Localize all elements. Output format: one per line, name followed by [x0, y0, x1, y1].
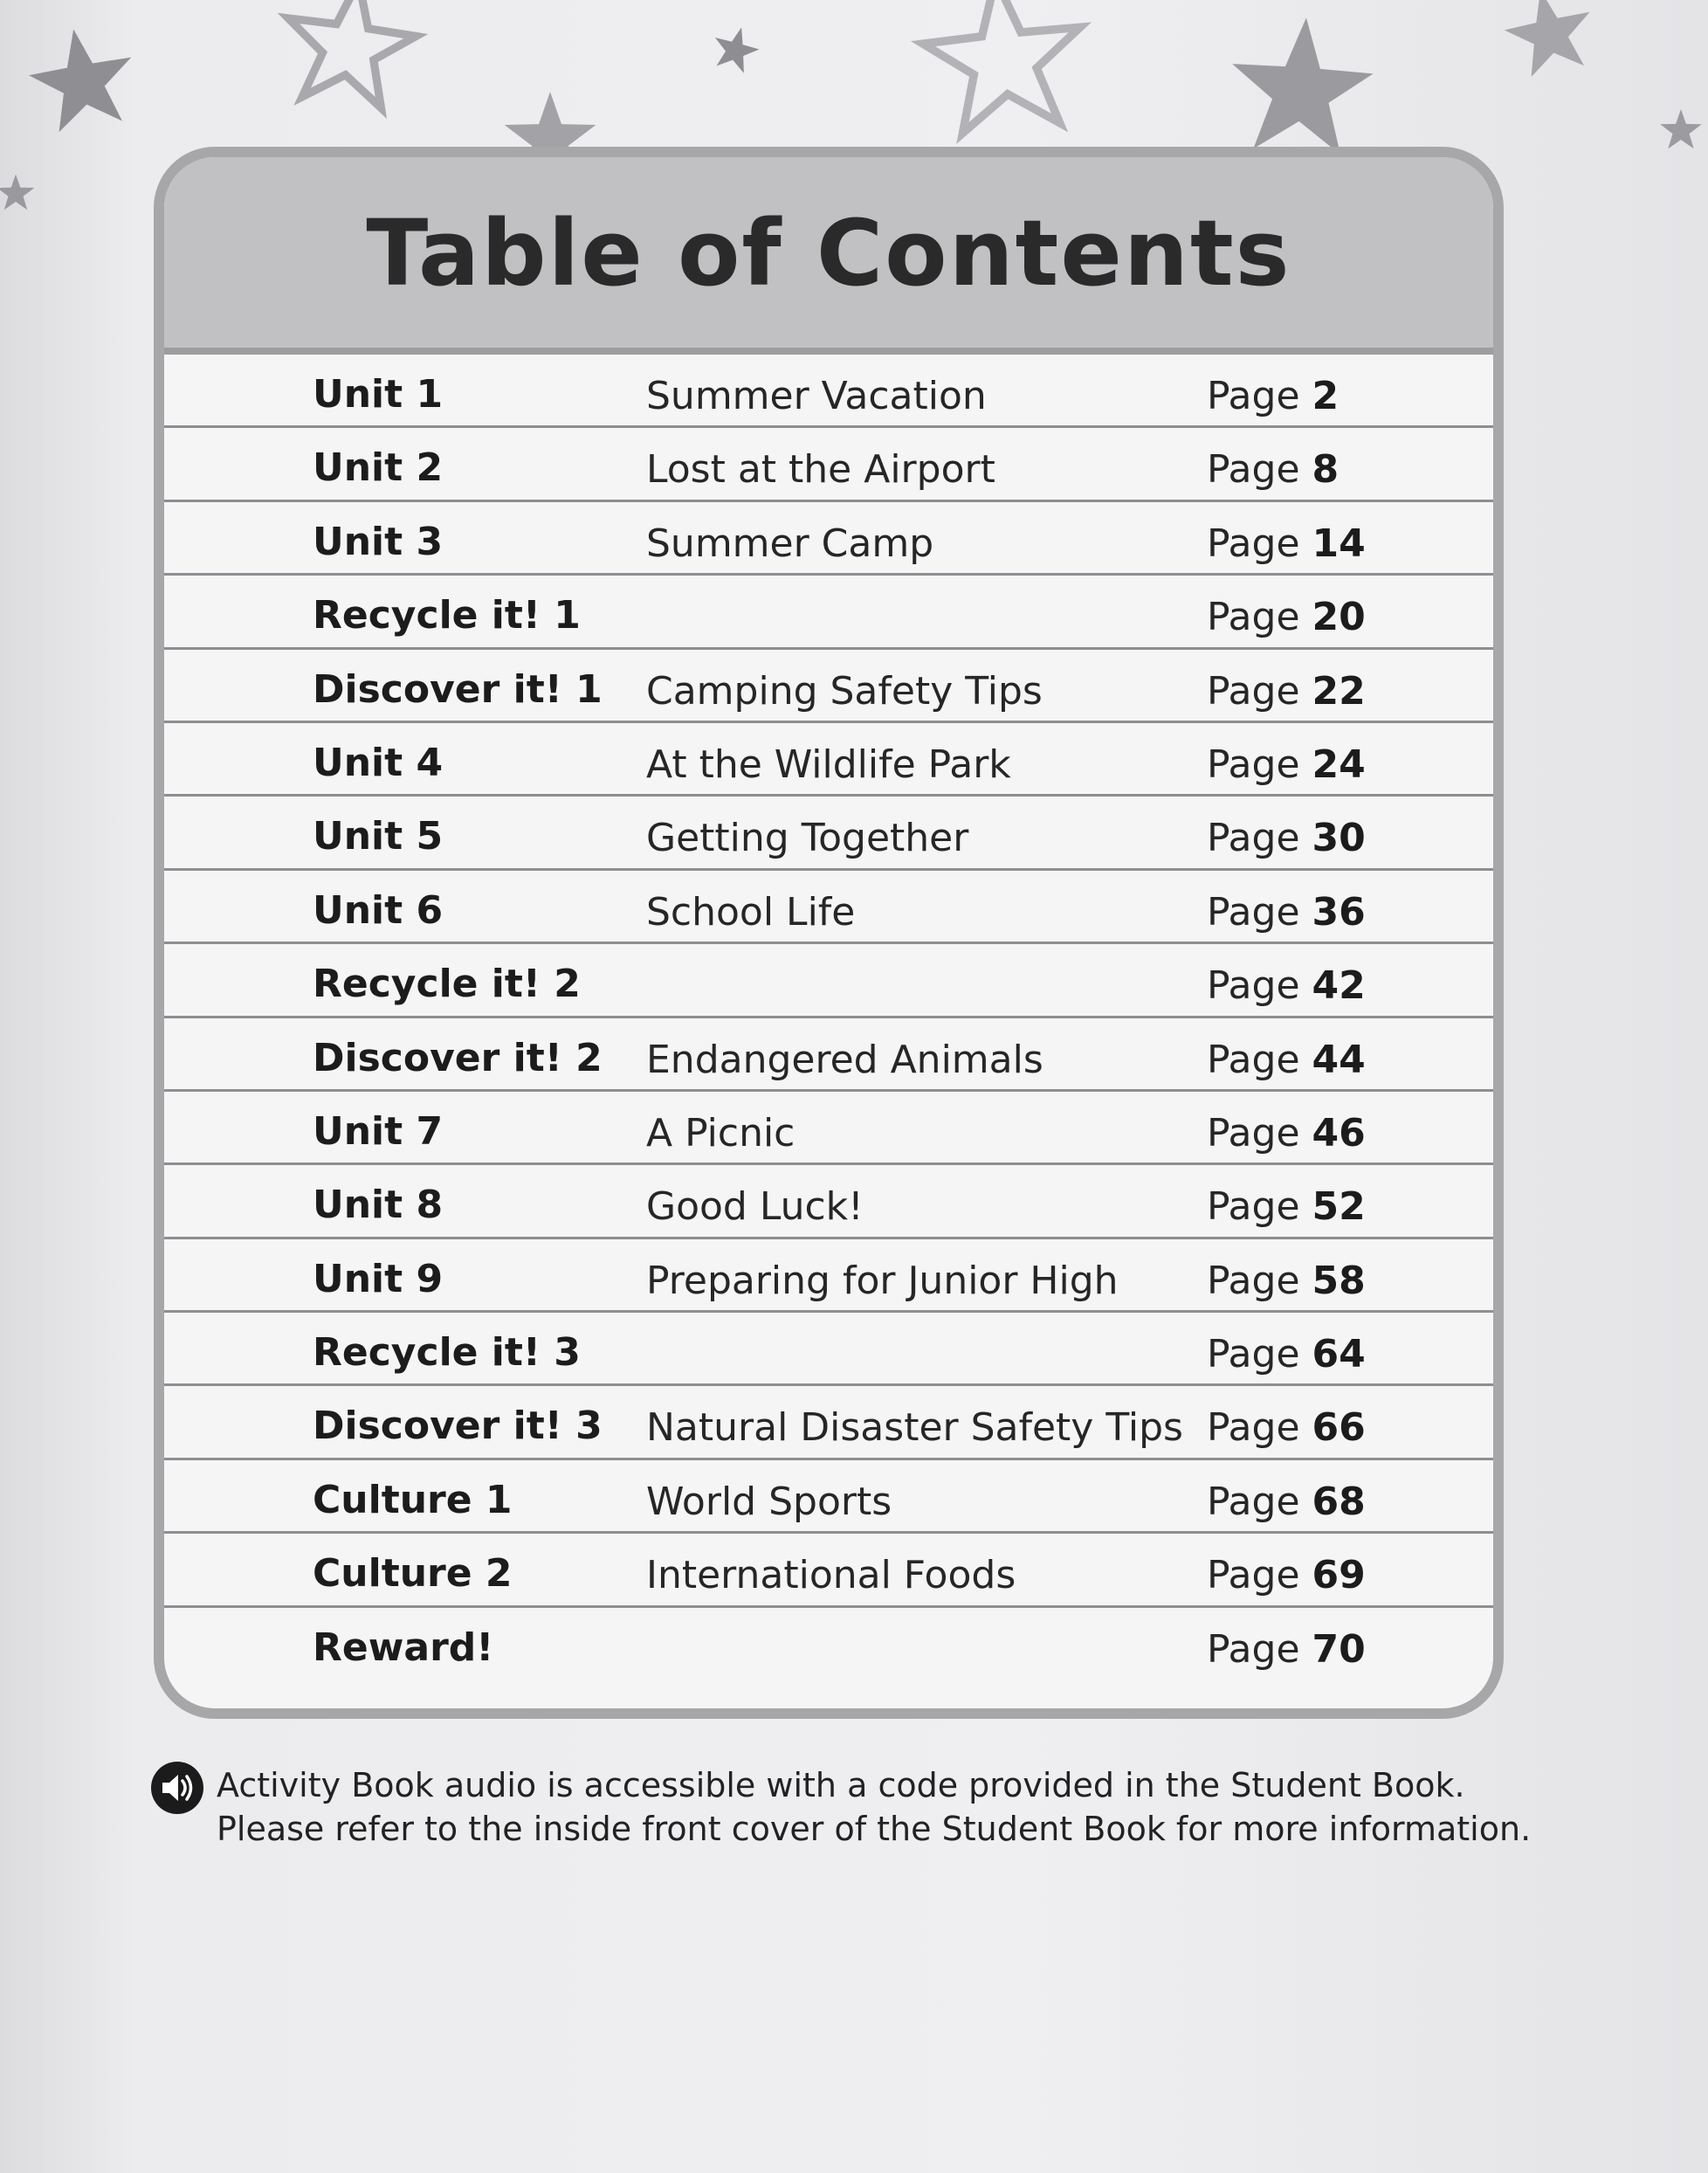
toc-page-ref: [1207, 521, 1366, 566]
toc-unit-title: International Foods: [646, 1553, 1016, 1598]
toc-page-prefix: Page: [1207, 1037, 1300, 1082]
toc-unit-title: A Picnic: [646, 1110, 795, 1155]
toc-page-prefix: Page: [1207, 1479, 1300, 1524]
toc-page-prefix: Page: [1207, 447, 1300, 493]
toc-unit-label: Culture 2: [313, 1551, 513, 1597]
toc-page-ref: [1207, 1553, 1366, 1597]
toc-page-number: 52: [1312, 1184, 1366, 1230]
toc-page-prefix: Page: [1207, 889, 1300, 935]
toc-page-number: 14: [1312, 521, 1366, 566]
toc-unit-label: Discover it! 3: [313, 1404, 603, 1449]
toc-unit-title: Natural Disaster Safety Tips: [646, 1405, 1183, 1451]
toc-page-number: 30: [1312, 816, 1366, 861]
toc-page-prefix: Page: [1207, 1626, 1300, 1672]
toc-unit-label: Recycle it! 1: [313, 593, 581, 638]
toc-page-ref: [1207, 963, 1366, 1008]
toc-unit-label: Unit 9: [313, 1256, 444, 1301]
toc-page-number: 22: [1312, 668, 1366, 714]
toc-page-prefix: Page: [1207, 742, 1300, 787]
toc-page-prefix: Page: [1207, 963, 1300, 1009]
star-icon: [917, 0, 1090, 136]
toc-page-prefix: Page: [1207, 668, 1300, 714]
toc-page-ref: [1207, 447, 1339, 492]
toc-unit-label: Discover it! 1: [313, 666, 603, 712]
toc-unit-label: Unit 5: [313, 814, 444, 859]
toc-row: [164, 1313, 1493, 1386]
star-icon: [278, 0, 423, 111]
toc-row: [164, 428, 1493, 501]
toc-page-number: 42: [1312, 963, 1366, 1009]
toc-page-ref: [1207, 742, 1366, 787]
toc-page-ref: [1207, 816, 1366, 860]
star-icon: [0, 175, 34, 210]
toc-page-number: 44: [1312, 1037, 1366, 1082]
audio-note-line-1: Activity Book audio is accessible with a code provided in the Student Book.: [217, 1766, 1465, 1804]
toc-unit-title: World Sports: [646, 1479, 892, 1524]
toc-unit-title: Good Luck!: [646, 1184, 864, 1230]
toc-page-prefix: Page: [1207, 1405, 1300, 1451]
toc-row: [164, 355, 1493, 428]
toc-page-ref: [1207, 374, 1339, 418]
table-of-contents-box: [154, 147, 1504, 1719]
toc-unit-label: Unit 2: [313, 445, 444, 491]
toc-page-prefix: Page: [1207, 1553, 1300, 1598]
toc-row: [164, 1239, 1493, 1313]
toc-page-prefix: Page: [1207, 1332, 1300, 1377]
toc-unit-label: Unit 3: [313, 519, 444, 564]
toc-page-number: 36: [1312, 889, 1366, 935]
toc-unit-label: Recycle it! 3: [313, 1330, 581, 1376]
toc-unit-label: Culture 1: [313, 1477, 513, 1522]
toc-row: [164, 1534, 1493, 1607]
toc-page-number: 24: [1312, 742, 1366, 787]
toc-row: [164, 1165, 1493, 1238]
star-icon: [1498, 0, 1601, 80]
toc-page-prefix: Page: [1207, 1184, 1300, 1230]
toc-page-prefix: Page: [1207, 816, 1300, 861]
toc-unit-label: Unit 7: [313, 1108, 444, 1154]
star-icon: [1226, 13, 1376, 157]
toc-page-number: 69: [1312, 1553, 1366, 1598]
toc-page-number: 68: [1312, 1479, 1366, 1524]
toc-unit-title: Lost at the Airport: [646, 447, 995, 493]
toc-row: [164, 871, 1493, 944]
toc-page-prefix: Page: [1207, 1110, 1300, 1155]
toc-row: [164, 1460, 1493, 1534]
toc-unit-label: Discover it! 2: [313, 1035, 603, 1080]
star-icon: [1660, 109, 1702, 148]
toc-unit-title: Endangered Animals: [646, 1037, 1043, 1082]
toc-page-ref: [1207, 890, 1366, 935]
toc-header: [164, 157, 1493, 355]
toc-page-number: 64: [1312, 1332, 1366, 1377]
toc-unit-label: Reward!: [313, 1625, 494, 1670]
toc-row: [164, 650, 1493, 723]
toc-page-ref: [1207, 1627, 1366, 1672]
toc-row: [164, 797, 1493, 870]
speaker-icon: [150, 1761, 204, 1815]
toc-unit-title: At the Wildlife Park: [646, 742, 1011, 787]
toc-unit-title: Getting Together: [646, 816, 969, 861]
toc-page-prefix: Page: [1207, 595, 1300, 640]
toc-page-ref: [1207, 595, 1366, 639]
toc-unit-title: Summer Camp: [646, 521, 934, 566]
toc-page-number: 66: [1312, 1405, 1366, 1451]
toc-page-number: 46: [1312, 1110, 1366, 1155]
star-icon: [708, 22, 763, 76]
toc-page-prefix: Page: [1207, 1258, 1300, 1303]
page-title: Table of Contents: [366, 200, 1291, 307]
toc-page-ref: [1207, 669, 1366, 714]
toc-unit-title: Preparing for Junior High: [646, 1258, 1119, 1303]
toc-page-ref: [1207, 1480, 1366, 1524]
toc-row: [164, 1092, 1493, 1165]
toc-page-number: 58: [1312, 1258, 1366, 1303]
star-icon: [23, 20, 142, 135]
toc-page-number: 70: [1312, 1626, 1366, 1672]
toc-unit-title: Camping Safety Tips: [646, 668, 1043, 714]
toc-page-number: 8: [1312, 447, 1340, 493]
toc-page-ref: [1207, 1038, 1366, 1082]
toc-row: [164, 723, 1493, 797]
toc-row: [164, 576, 1493, 649]
toc-page-prefix: Page: [1207, 521, 1300, 566]
toc-unit-label: Unit 4: [313, 740, 444, 785]
toc-page-ref: [1207, 1405, 1366, 1450]
toc-page-ref: [1207, 1111, 1366, 1155]
toc-page-ref: [1207, 1332, 1366, 1376]
toc-unit-title: Summer Vacation: [646, 374, 987, 418]
toc-row: [164, 1608, 1493, 1681]
toc-unit-label: Unit 6: [313, 887, 444, 933]
toc-unit-label: Unit 1: [313, 372, 444, 417]
toc-page-ref: [1207, 1259, 1366, 1303]
toc-unit-title: School Life: [646, 889, 856, 935]
toc-row: [164, 1386, 1493, 1459]
toc-row: [164, 944, 1493, 1018]
toc-list: [164, 355, 1493, 1681]
toc-page-ref: [1207, 1184, 1366, 1229]
toc-row: [164, 502, 1493, 576]
toc-page-number: 20: [1312, 595, 1366, 640]
toc-unit-label: Recycle it! 2: [313, 962, 581, 1007]
toc-page-number: 2: [1312, 374, 1340, 418]
toc-page-prefix: Page: [1207, 374, 1300, 418]
toc-row: [164, 1018, 1493, 1092]
audio-note-line-2: Please refer to the inside front cover of the Student Book for more information.: [217, 1810, 1532, 1848]
toc-unit-label: Unit 8: [313, 1183, 444, 1228]
